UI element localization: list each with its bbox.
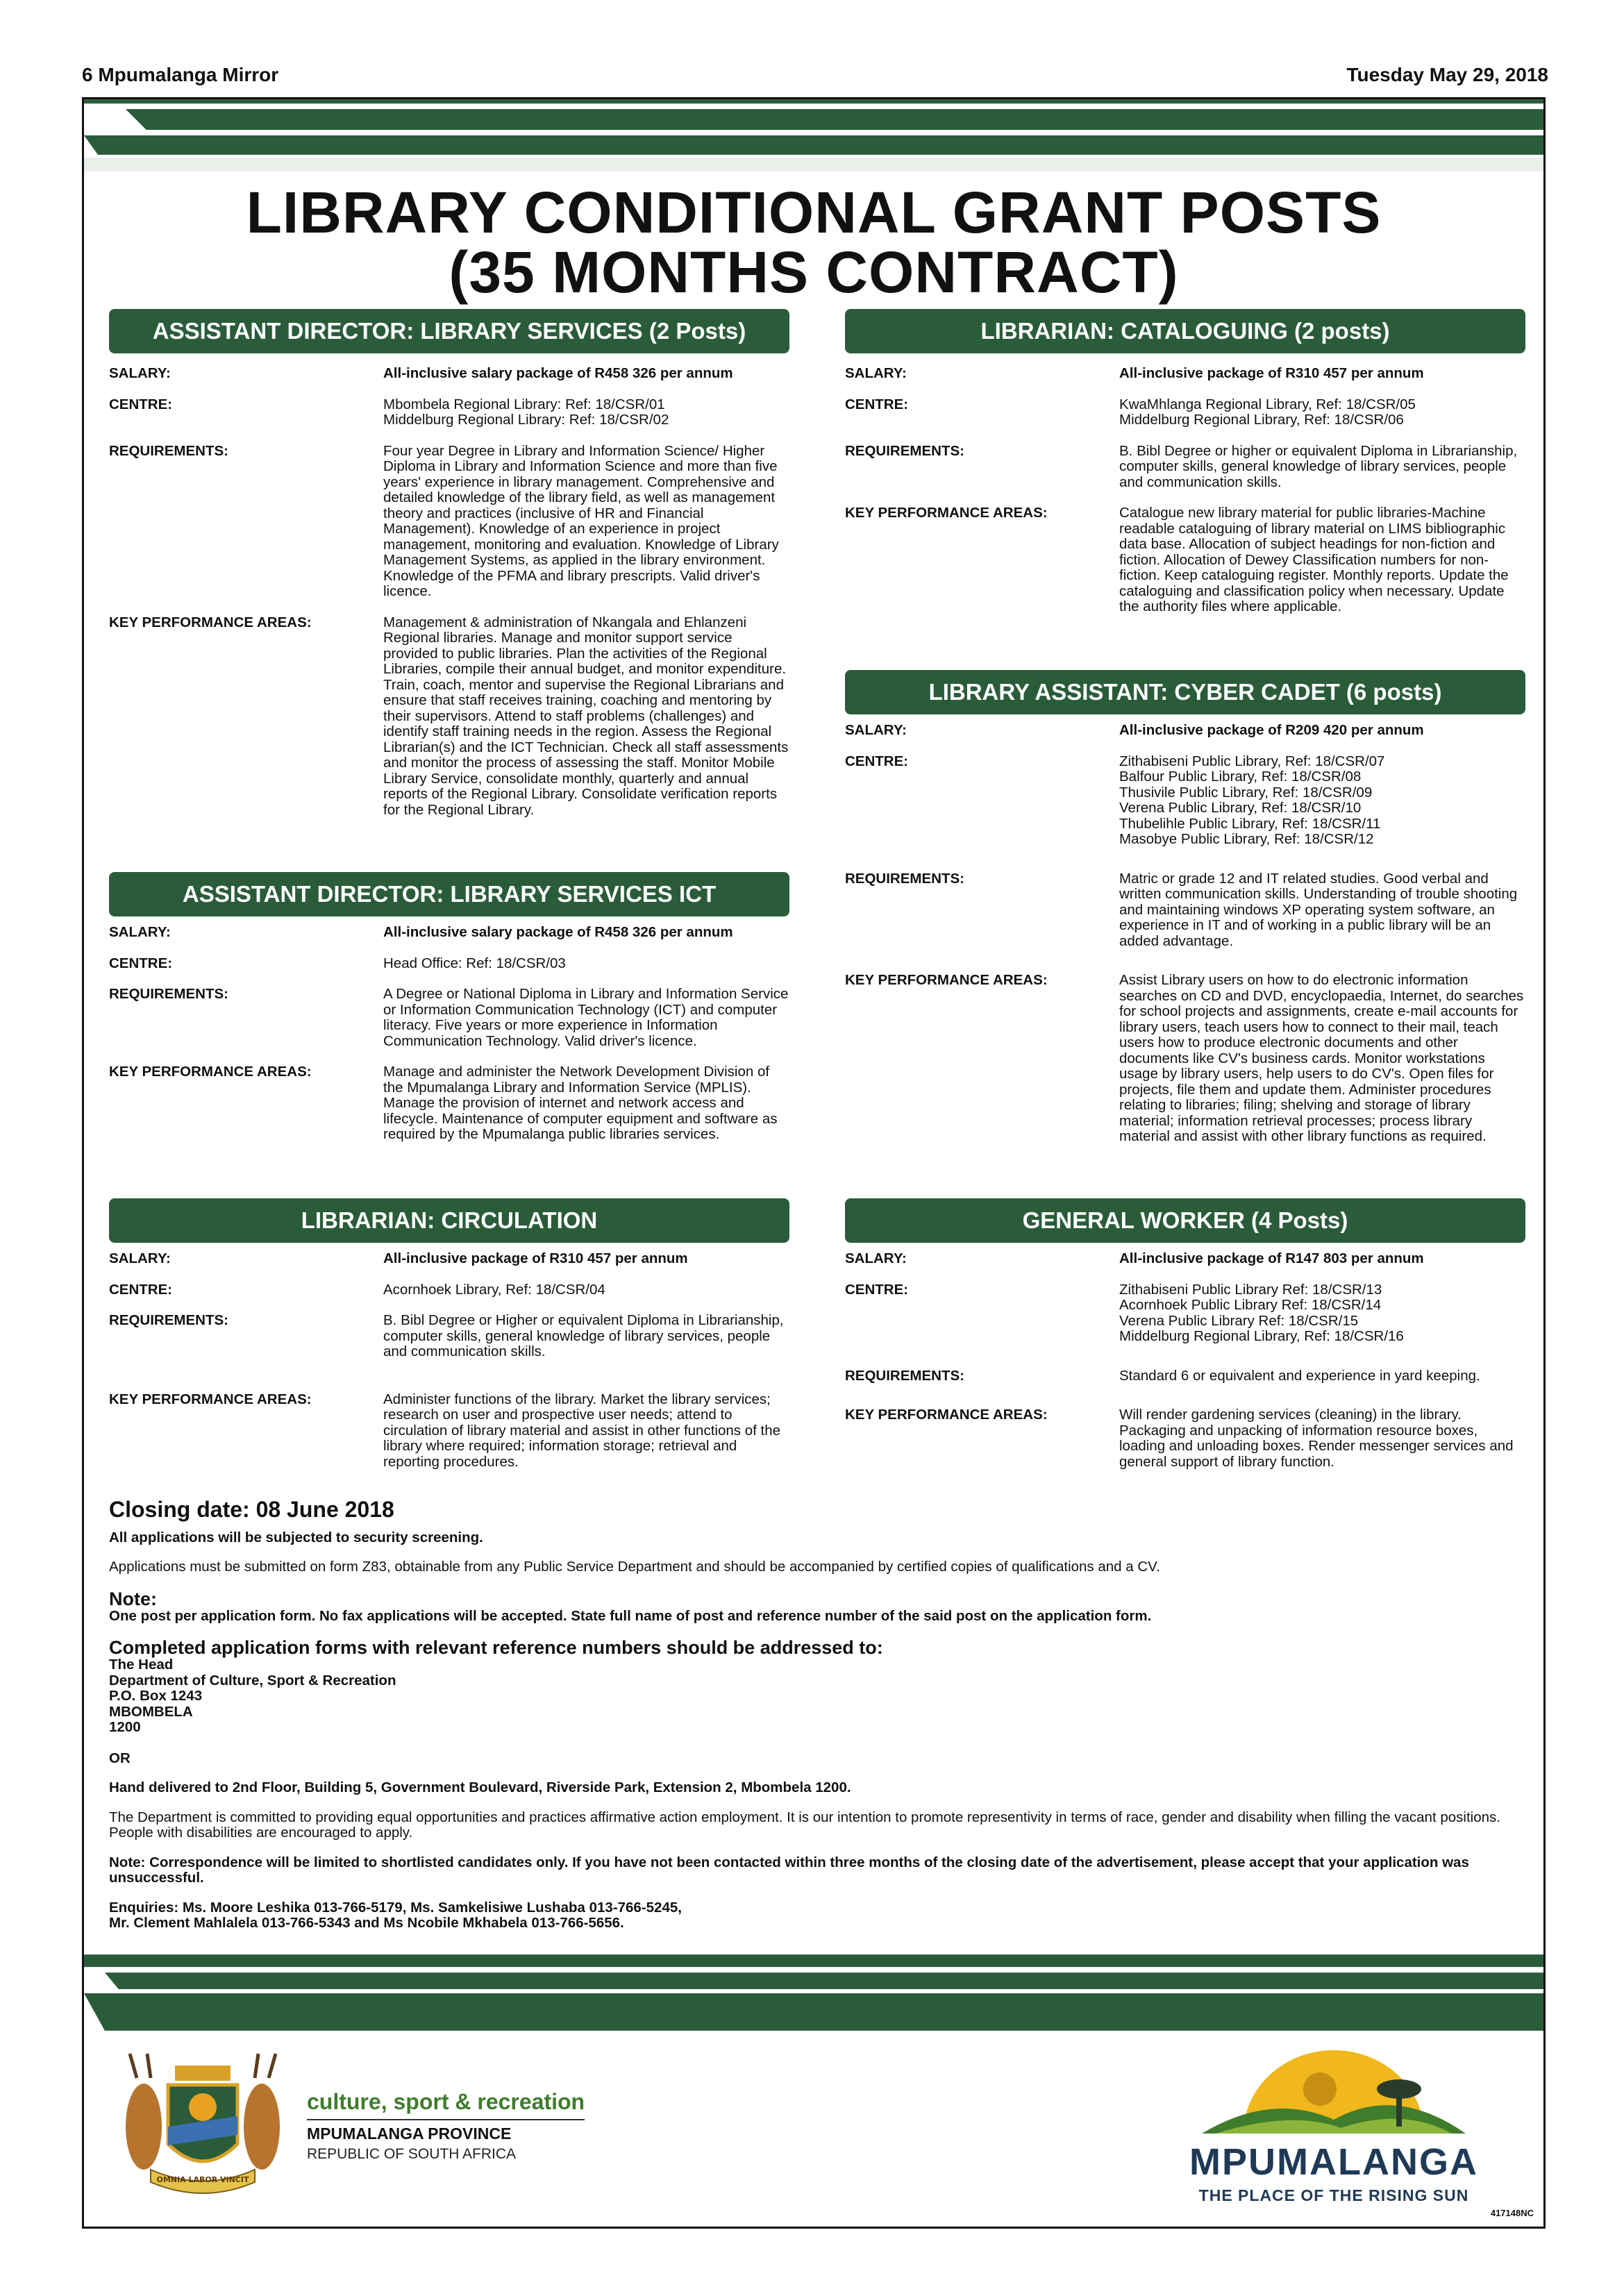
kpa-label: KEY PERFORMANCE AREAS: — [845, 1407, 1048, 1423]
kpa-value: Administer functions of the library. Market the library services; research on user and prospective user needs; attend to circulation of library material and assist in other functions of the library where required; information storage; retrieval and reporting procedures. — [383, 1391, 780, 1470]
centre-label: CENTRE: — [109, 1281, 173, 1298]
post-heading: LIBRARIAN: CIRCULATION — [109, 1198, 789, 1243]
masthead — [82, 64, 1548, 92]
form-note: Applications must be submitted on form Z83, obtainable from any Public Service Department and should be accompanied by certified copies of qualifications and a CV. — [109, 1559, 1160, 1575]
note-text: One post per application form. No fax applications will be accepted. State full name of post and reference number of the said post on the application form. — [109, 1607, 1152, 1624]
advert-frame — [82, 97, 1546, 2229]
centre-list: Acornhoek Library, Ref: 18/CSR/04 — [383, 1281, 605, 1298]
enquiries: Enquiries: Ms. Moore Leshika 013-766-5179, Ms. Samkelisiwe Lushaba 013-766-5245, Mr. Clement Mahlalela 013-766-5343 and Ms Ncobile Mkhabela 013-766-5656. — [109, 1899, 682, 1931]
post-ad-ict — [109, 872, 789, 1158]
requirements-label: REQUIREMENTS: — [845, 1367, 964, 1384]
address-title: Completed application forms with relevant reference numbers should be addressed to: — [109, 1637, 883, 1658]
title-line-1: LIBRARY CONDITIONAL GRANT POSTS — [246, 180, 1382, 245]
kpa-value: Will render gardening services (cleaning) in the library. Packaging and unpacking of information resource boxes, loading and unloading boxes. Render messenger services and general support of library function. — [1119, 1407, 1514, 1470]
kpa-value: Catalogue new library material for public libraries-Machine readable cataloguing of library material on LIMS bibliographic data base. Allocation of subject headings for non-fiction and fiction. Allocation of Dewey Classification numbers for non-fiction. Keep cataloguing register. Monthly reports. Update the cataloguing and classification policy when necessary. Update the authority files where applicable. — [1119, 505, 1509, 614]
province-name: MPUMALANGA PROVINCE — [307, 2125, 512, 2143]
equity-statement: The Department is committed to providing equal opportunities and practices affirmative action employment. It is our intention to promote representivity in terms of race, gender and disability when filling the vacant positions. People with disabilities are encouraged to apply. — [109, 1809, 1500, 1841]
salary-label: SALARY: — [845, 722, 907, 738]
brand-tagline: THE PLACE OF THE RISING SUN — [1198, 2186, 1469, 2204]
centre-label: CENTRE: — [109, 396, 173, 412]
kpa-label: KEY PERFORMANCE AREAS: — [845, 505, 1048, 521]
department-text — [307, 2089, 585, 2163]
masthead-date: Tuesday May 29, 2018 — [1346, 64, 1548, 85]
application-info — [109, 1497, 1518, 1932]
requirements-value: B. Bibl Degree or higher or equivalent Diploma in Librarianship, computer skills, general knowledge of library services, people and communication skills. — [1119, 442, 1518, 490]
title-line-2: (35 MONTHS CONTRACT) — [449, 240, 1179, 305]
salary-label: SALARY: — [845, 365, 907, 381]
salary-label: SALARY: — [845, 1250, 907, 1266]
post-heading: ASSISTANT DIRECTOR: LIBRARY SERVICES ICT — [109, 872, 789, 916]
kpa-label: KEY PERFORMANCE AREAS: — [109, 1391, 312, 1407]
salary-value: All-inclusive package of R147 803 per annum — [1119, 1250, 1424, 1266]
or-separator: OR — [109, 1750, 131, 1766]
post-heading: GENERAL WORKER (4 Posts) — [845, 1198, 1525, 1243]
country-name: REPUBLIC OF SOUTH AFRICA — [307, 2146, 517, 2162]
salary-label: SALARY: — [109, 924, 171, 940]
advert-reference-code: 417148NC — [1490, 2208, 1534, 2218]
salary-value: All-inclusive package of R310 457 per annum — [1119, 365, 1424, 381]
crest-motto: OMNIA LABOR VINCIT — [156, 2175, 249, 2184]
requirements-label: REQUIREMENTS: — [109, 1312, 228, 1328]
kpa-label: KEY PERFORMANCE AREAS: — [109, 614, 312, 630]
kpa-value: Assist Library users on how to do electronic information searches on CD and DVD, encyclopaedia, Internet, do searches for school projects and assignments, create e-mail accounts for library users, teach users how to connect to their mail, teach users how to produce electronic documents and other documents like CV's business cards. Monitor workstations usage by library users, help users to do CV's. Open files for projects, file them and update them. Administer procedures relating to libraries; filing; shelving and storage of library material; information retrieval processes; process library material and assist with other library functions as required. — [1119, 972, 1524, 1144]
requirements-value: Matric or grade 12 and IT related studies. Good verbal and written communication skills. Understanding of trouble shooting and maintaining windows XP operating system software, an experience in IT and of working in a public library will be an added advantage. — [1119, 870, 1518, 949]
brand-name: MPUMALANGA — [1189, 2141, 1478, 2183]
green-band-top — [84, 99, 1543, 177]
salary-value: All-inclusive salary package of R458 326 per annum — [383, 365, 733, 381]
requirements-label: REQUIREMENTS: — [109, 442, 228, 459]
post-heading: LIBRARY ASSISTANT: CYBER CADET (6 posts) — [845, 670, 1525, 714]
correspondence-note: Note: Correspondence will be limited to shortlisted candidates only. If you have not been contacted within three months of the closing date of the advertisement, please accept that your application was unsuccessful. — [109, 1854, 1469, 1886]
kpa-value: Manage and administer the Network Development Division of the Mpumalanga Library and Information Service (MPLIS). Manage the provision of internet and network access and lifecycle. Maintenance of computer equipment and software as required by the Mpumalanga public libraries services. — [383, 1064, 778, 1142]
requirements-label: REQUIREMENTS: — [109, 986, 228, 1002]
department-name: culture, sport & recreation — [307, 2089, 585, 2114]
green-band-bottom — [84, 1954, 1543, 2034]
post-general-worker — [845, 1198, 1525, 1485]
postal-address: The Head Department of Culture, Sport & Recreation P.O. Box 1243 MBOMBELA 1200 — [109, 1657, 396, 1735]
kpa-value: Management & administration of Nkangala and Ehlanzeni Regional libraries. Manage and monitor support service provided to public libraries. Plan the activities of the Regional Libraries, compile their annual budget, and monitor expenditure. Train, coach, mentor and supervise the Regional Librarians and ensure that staff receives training, coaching and mentoring by their supervisors. Attend to staff problems (challenges) and identify staff training needs in the region. Assess the Regional Librarian(s) and the ICT Technician. Check all staff assessments and monitor the process of assessing the staff. Monitor Mobile Library Service, consolidate monthly, quarterly and annual reports of the Regional Library. Consolidate verification reports for the Regional Library. — [383, 614, 789, 818]
post-heading: ASSISTANT DIRECTOR: LIBRARY SERVICES (2 Posts) — [109, 309, 789, 353]
kpa-label: KEY PERFORMANCE AREAS: — [109, 1064, 312, 1080]
kpa-label: KEY PERFORMANCE AREAS: — [845, 972, 1048, 988]
mpumalanga-logo — [1174, 2043, 1521, 2210]
centre-list: Mbombela Regional Library: Ref: 18/CSR/01 Middelburg Regional Library: Ref: 18/CSR/02 — [383, 396, 669, 428]
salary-label: SALARY: — [109, 365, 171, 381]
post-circulation — [109, 1198, 789, 1485]
centre-label: CENTRE: — [845, 396, 909, 412]
salary-value: All-inclusive package of R310 457 per annum — [383, 1250, 688, 1266]
centre-list: Zithabiseni Public Library Ref: 18/CSR/13 Acornhoek Public Library Ref: 18/CSR/14 Verena Public Library Ref: 18/CSR/15 Middelburg Regional Library, Ref: 18/CSR/16 — [1119, 1281, 1404, 1344]
department-branding — [109, 2050, 651, 2189]
advert-title — [84, 180, 1543, 305]
masthead-paper: 6 Mpumalanga Mirror — [82, 64, 279, 85]
requirements-label: REQUIREMENTS: — [845, 442, 964, 459]
coat-of-arms-icon — [109, 2050, 296, 2196]
post-cataloguing — [845, 309, 1525, 630]
centre-label: CENTRE: — [845, 753, 909, 769]
centre-list: Zithabiseni Public Library, Ref: 18/CSR/07 Balfour Public Library, Ref: 18/CSR/08 Thusivile Public Library, Ref: 18/CSR/09 Verena Public Library, Ref: 18/CSR/10 Thubelihle Public Library, Ref: 18/CSR/11 Masobye Public Library, Ref: 18/CSR/12 — [1119, 753, 1385, 847]
rising-sun-logo-icon — [1174, 2043, 1493, 2140]
centre-label: CENTRE: — [845, 1281, 909, 1298]
centre-list: KwaMhlanga Regional Library, Ref: 18/CSR/05 Middelburg Regional Library, Ref: 18/CSR/06 — [1119, 396, 1416, 428]
requirements-label: REQUIREMENTS: — [845, 870, 964, 887]
screening-note: All applications will be subjected to security screening. — [109, 1529, 483, 1545]
hand-delivery: Hand delivered to 2nd Floor, Building 5, Government Boulevard, Riverside Park, Extension 2, Mbombela 1200. — [109, 1779, 851, 1795]
salary-value: All-inclusive package of R209 420 per annum — [1119, 722, 1424, 738]
brand-rule — [307, 2119, 585, 2120]
requirements-value: Four year Degree in Library and Information Science/ Higher Diploma in Library and Information Science and more than five years' experience in library management. Comprehensive and detailed knowledge of the library field, as well as management theory and practices (inclusive of HR and Financial Management). Knowledge of an experience in project management, monitoring and evaluation. Knowledge of Library Management Systems, as applied in the library environment. Knowledge of the PFMA and library prescripts. Valid driver's licence. — [383, 442, 779, 599]
note-title: Note: — [109, 1588, 157, 1609]
centre-label: CENTRE: — [109, 955, 173, 971]
salary-label: SALARY: — [109, 1250, 171, 1266]
requirements-value: Standard 6 or equivalent and experience in yard keeping. — [1119, 1367, 1480, 1384]
salary-value: All-inclusive salary package of R458 326 per annum — [383, 924, 733, 940]
post-ad-library — [109, 309, 789, 833]
post-cyber-cadet — [845, 670, 1525, 1160]
requirements-value: B. Bibl Degree or Higher or equivalent Diploma in Librarianship, computer skills, general knowledge of library services, people and communication skills. — [383, 1312, 784, 1359]
post-heading: LIBRARIAN: CATALOGUING (2 posts) — [845, 309, 1525, 353]
requirements-value: A Degree or National Diploma in Library and Information Service or Information Communication Technology (ICT) and computer literacy. Five years or more experience in Information Communication Technology. Valid driver's licence. — [383, 986, 789, 1049]
closing-date: Closing date: 08 June 2018 — [109, 1497, 394, 1522]
centre-list: Head Office: Ref: 18/CSR/03 — [383, 955, 566, 971]
